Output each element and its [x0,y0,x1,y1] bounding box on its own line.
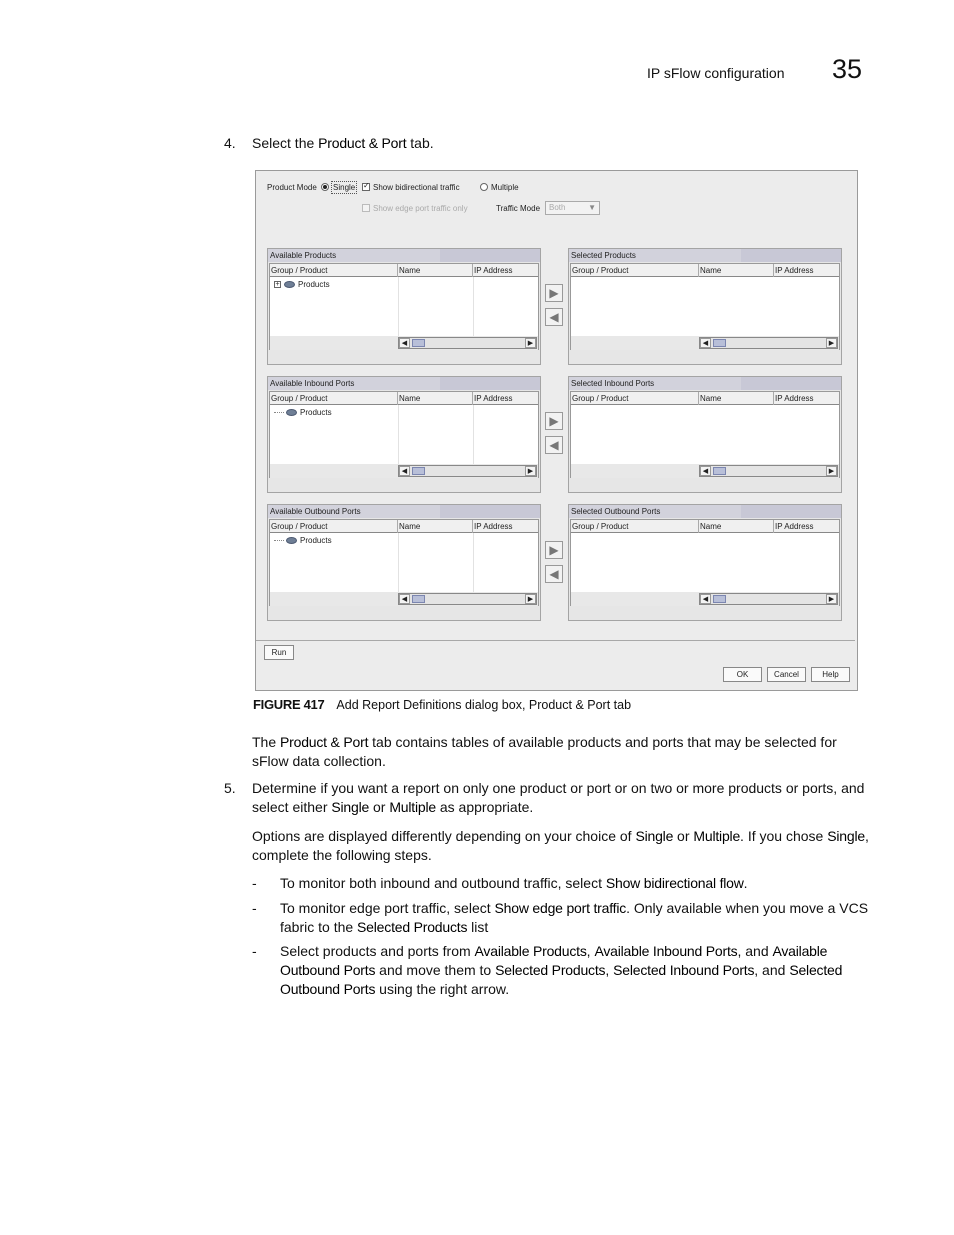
column-header[interactable]: IP Address [474,266,513,275]
products-icon [284,281,295,288]
scroll-left-icon[interactable]: ◀ [399,466,410,476]
expand-icon[interactable]: + [275,281,280,289]
multiple-radio[interactable] [480,183,488,193]
figure-caption [253,697,631,712]
bullet-dash: - [252,900,257,916]
bullet-select-products: Select products and ports from Available Products, Available Inbound Ports, and Available Outbound Ports and move them to Selected Products, Selected Inbound Ports, and Selected Outbound Ports using the right arrow. [280,943,843,997]
ui-term: Product & Port [280,734,369,750]
horizontal-scrollbar[interactable] [699,593,838,605]
tree-row-products[interactable]: Products [274,407,332,418]
column-header[interactable]: IP Address [775,394,814,403]
column-header[interactable]: Name [699,264,774,277]
chevron-down-icon: ▼ [588,203,596,212]
products-icon [286,409,297,416]
column-header[interactable]: Name [398,392,473,405]
horizontal-scrollbar[interactable] [398,337,537,349]
ui-term: Available Inbound Ports [594,943,738,959]
scroll-right-icon[interactable]: ▶ [826,466,837,476]
paragraph-product-port: The Product & Port tab contains tables of available products and ports that may be selected for sFlow data collection. [252,734,837,769]
column-header[interactable]: Group / Product [270,264,398,277]
panel-title: Available Products [270,251,337,260]
add-report-definitions-dialog [255,170,858,691]
scroll-left-icon[interactable]: ◀ [399,338,410,348]
horizontal-scrollbar[interactable] [699,465,838,477]
move-right-button[interactable]: ▶ [545,412,563,430]
column-header[interactable]: IP Address [474,522,513,531]
column-header[interactable]: Name [398,264,473,277]
single-radio-label: Single [333,183,356,192]
bullet-edge-port: To monitor edge port traffic, select Show edge port traffic. Only available when you move a VCS fabric to the Selected Products list [280,900,869,935]
panel-title: Selected Inbound Ports [571,379,655,388]
selected-inbound-ports-panel [568,376,842,493]
move-left-button[interactable]: ◀ [545,565,563,583]
ui-term: Selected Products [495,962,606,978]
traffic-mode-dropdown[interactable]: Both ▼ [545,201,600,215]
column-header[interactable]: Group / Product [270,392,398,405]
ui-term: Show edge port traffic [494,900,627,916]
scroll-left-icon[interactable]: ◀ [399,594,410,604]
move-left-button[interactable]: ◀ [545,308,563,326]
section-title: IP sFlow configuration [647,65,785,81]
panel-title: Available Inbound Ports [270,379,355,388]
scroll-right-icon[interactable]: ▶ [525,338,536,348]
available-outbound-ports-panel [267,504,541,621]
ui-term: Available Products [474,943,587,959]
multiple-radio-label: Multiple [491,183,519,192]
ui-term: Single [331,799,370,815]
column-header[interactable]: IP Address [474,394,513,403]
products-icon [286,537,297,544]
scroll-right-icon[interactable]: ▶ [826,594,837,604]
bullet-dash: - [252,943,257,959]
selected-products-panel [568,248,842,365]
column-header[interactable]: Name [699,392,774,405]
single-radio[interactable] [321,183,329,193]
selected-outbound-ports-panel [568,504,842,621]
figure-caption-text: Add Report Definitions dialog box, Product & Port tab [336,698,632,712]
tree-row-products[interactable]: Products [274,535,332,546]
step-4-text: Select the Product & Port tab. [252,135,434,151]
scroll-right-icon[interactable]: ▶ [826,338,837,348]
column-header[interactable]: Name [699,520,774,533]
edge-port-checkbox[interactable] [362,204,370,214]
column-header[interactable]: Name [398,520,473,533]
edge-port-label: Show edge port traffic only [373,204,468,213]
help-button[interactable]: Help [811,667,850,682]
bullet-bidirectional: To monitor both inbound and outbound traffic, select Show bidirectional flow. [280,875,748,891]
traffic-mode-label: Traffic Mode [496,204,541,213]
scroll-right-icon[interactable]: ▶ [525,594,536,604]
product-mode-label: Product Mode [267,183,317,192]
move-left-button[interactable]: ◀ [545,436,563,454]
scroll-left-icon[interactable]: ◀ [700,594,711,604]
ui-term: Show bidirectional flow [605,875,744,891]
tree-row-products[interactable]: + Products [275,280,330,289]
step-5-text: Determine if you want a report on only one product or port or on two or more products or ports, and select either Single or Multiple as appropriate. [252,780,865,815]
horizontal-scrollbar[interactable] [699,337,838,349]
available-products-panel [267,248,541,365]
ui-term: Product & Port [318,135,407,151]
run-button[interactable]: Run [264,645,294,660]
show-bidirectional-label: Show bidirectional traffic [373,183,460,192]
column-header[interactable]: Group / Product [571,392,699,405]
scroll-right-icon[interactable]: ▶ [525,466,536,476]
move-right-button[interactable]: ▶ [545,284,563,302]
ui-term: Single [827,828,865,844]
ui-term: Multiple [693,828,741,844]
column-header[interactable]: IP Address [775,522,814,531]
ui-term: Multiple [389,799,436,815]
ok-button[interactable]: OK [723,667,762,682]
chapter-number: 35 [832,54,863,84]
paragraph-options: Options are displayed differently depending on your choice of Single or Multiple. If you chose Single, complete the following steps. [252,828,869,863]
bullet-dash: - [252,875,257,891]
column-header[interactable]: Group / Product [270,520,398,533]
scroll-left-icon[interactable]: ◀ [700,338,711,348]
panel-title: Selected Products [571,251,636,260]
step-4-number: 4. [224,135,236,151]
ui-term: Available Outbound Ports [280,943,828,978]
scroll-left-icon[interactable]: ◀ [700,466,711,476]
ui-term: Selected Outbound Ports [280,962,843,997]
show-bidirectional-checkbox[interactable] [362,183,370,193]
ui-term: Selected Inbound Ports [613,962,755,978]
panel-title: Available Outbound Ports [270,507,361,516]
horizontal-scrollbar[interactable] [398,465,537,477]
available-inbound-ports-panel [267,376,541,493]
panel-title: Selected Outbound Ports [571,507,661,516]
column-header[interactable]: Group / Product [571,520,699,533]
column-header[interactable]: Group / Product [571,264,699,277]
figure-number: FIGURE 417 [253,697,325,712]
column-header[interactable]: IP Address [775,266,814,275]
cancel-button[interactable]: Cancel [767,667,806,682]
move-right-button[interactable]: ▶ [545,541,563,559]
ui-term: Single [635,828,674,844]
ui-term: Selected Products [357,919,468,935]
horizontal-scrollbar[interactable] [398,593,537,605]
step-5-number: 5. [224,780,236,796]
